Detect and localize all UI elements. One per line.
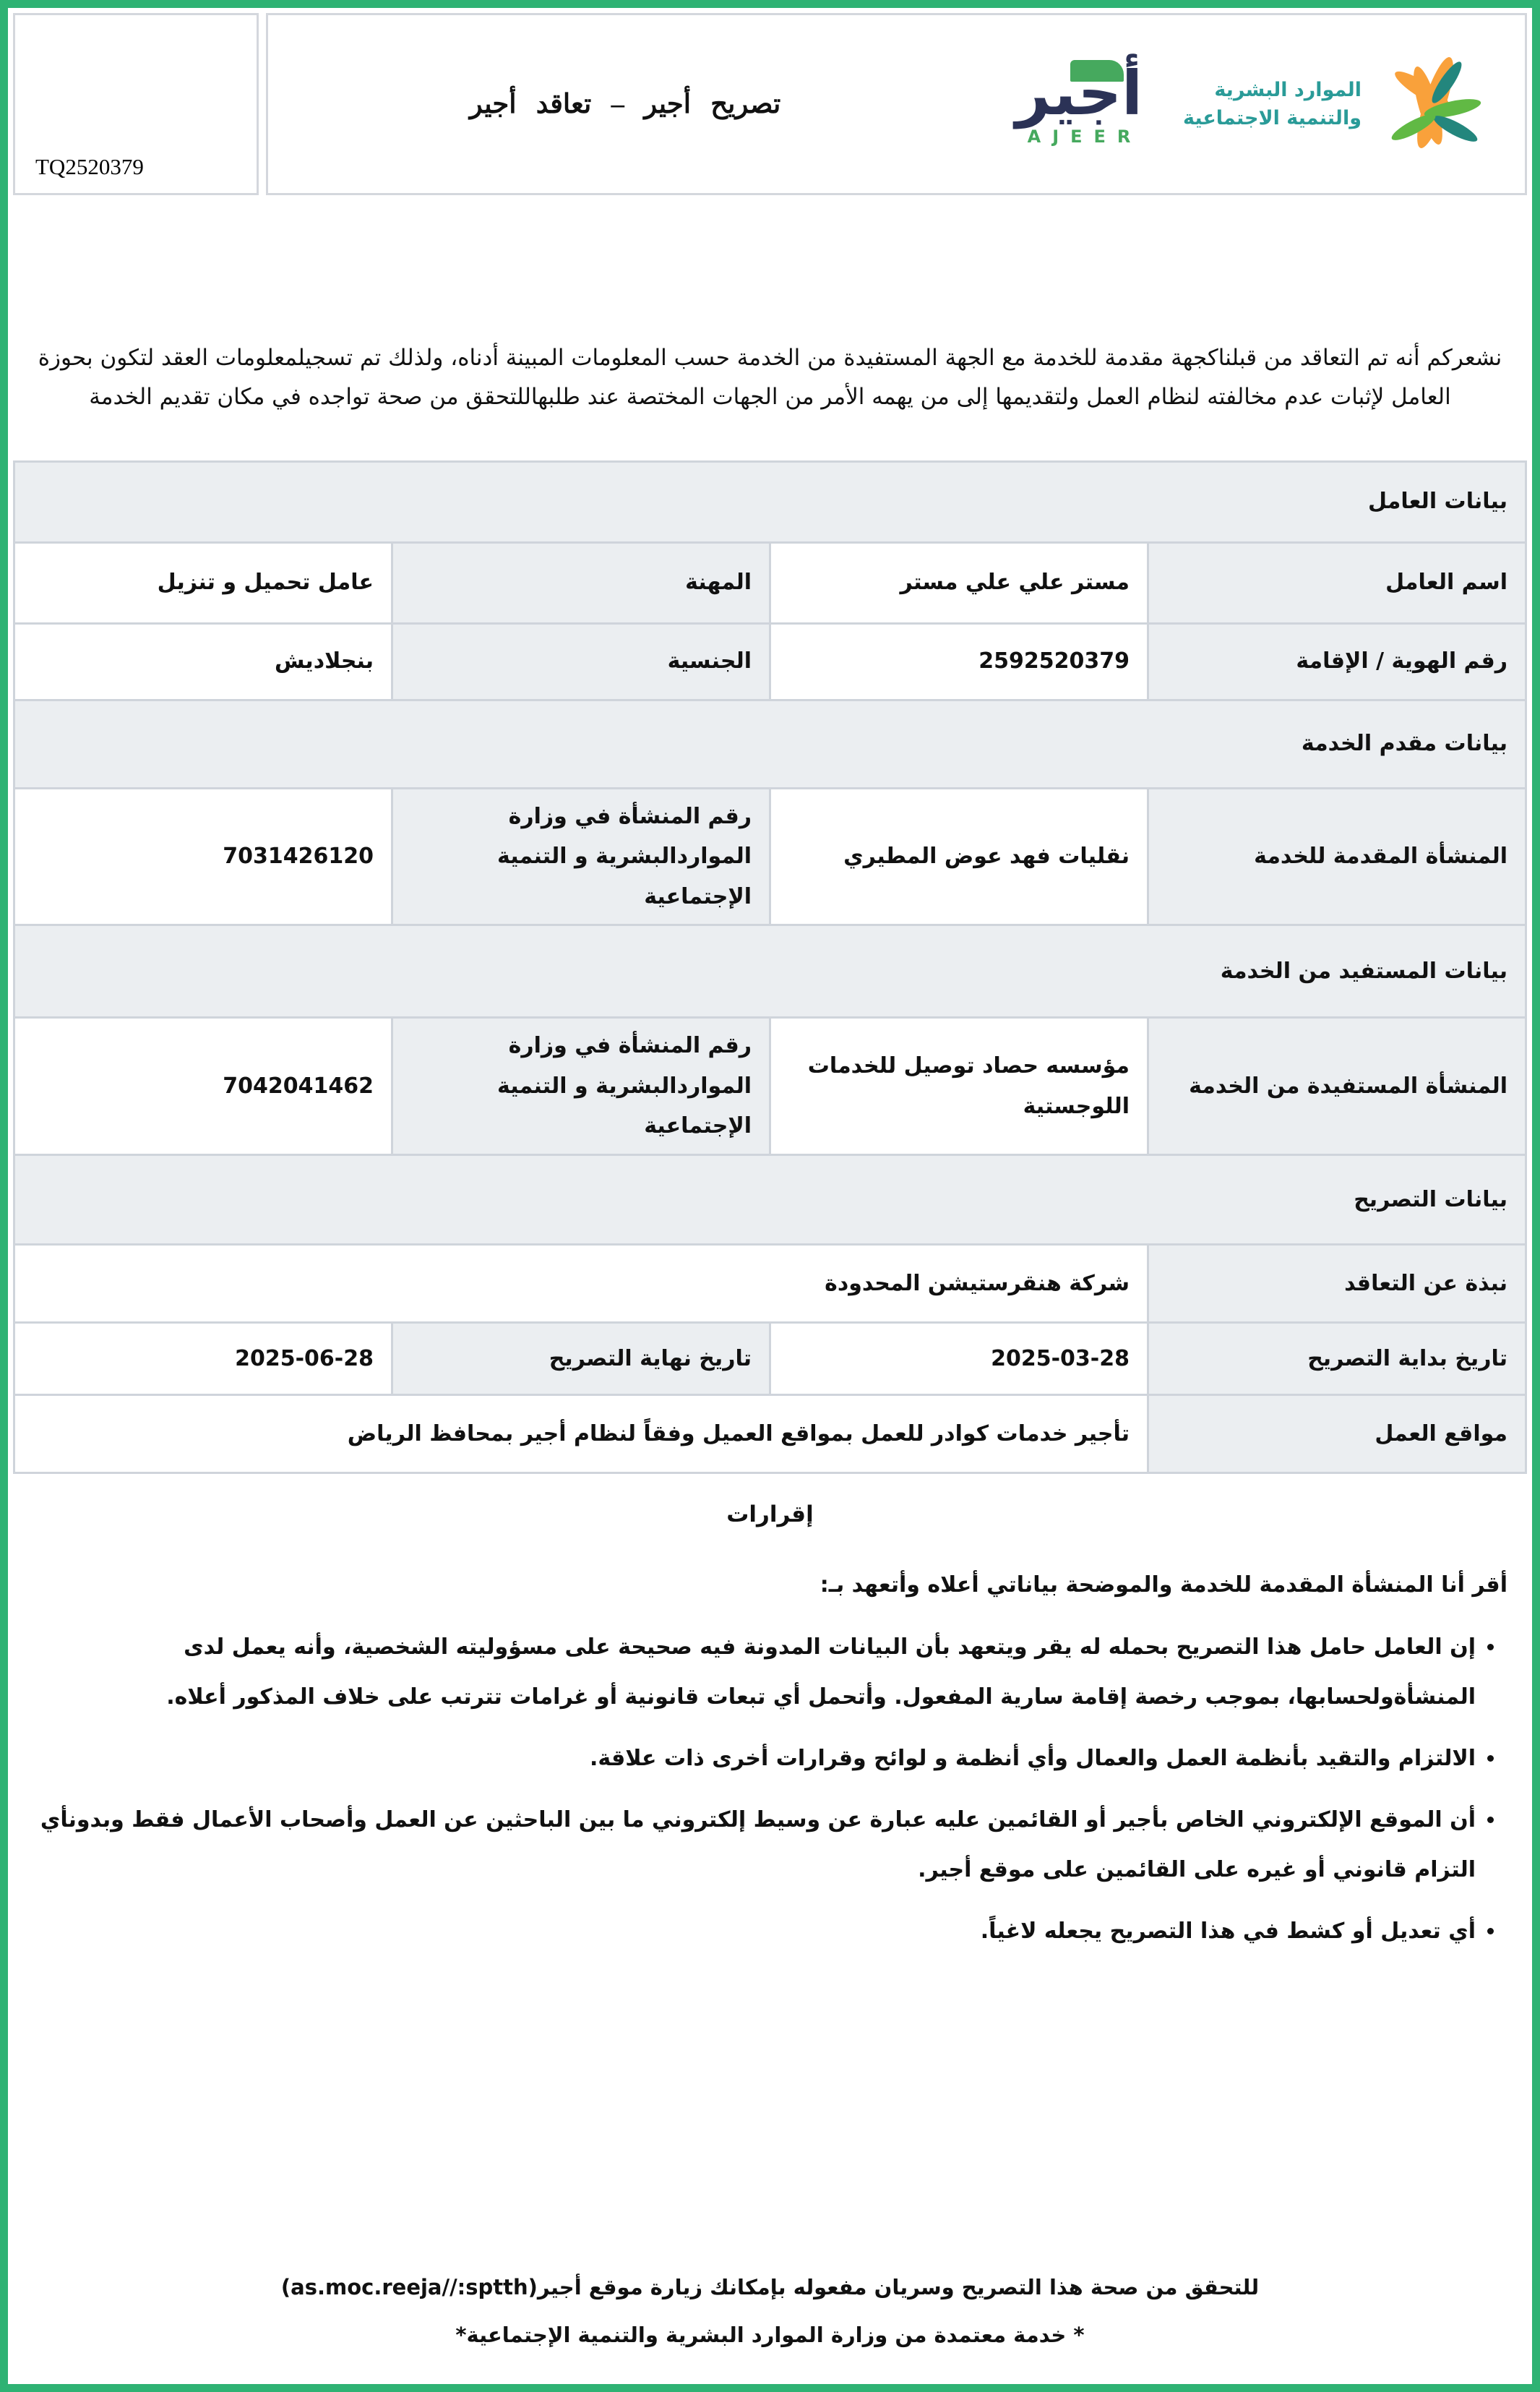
beneficiary-section-title: بيانات المستفيد من الخدمة [14,925,1526,1018]
start-date-value: 2025-03-28 [770,1323,1148,1395]
id-number-value: 2592520379 [770,623,1148,700]
table-row [14,623,1526,700]
declaration-item: • الالتزام والتقيد بأنظمة العمل والعمال وأي أنظمة و لوائح وقرارات أخرى ذات علاقة. [33,1733,1476,1783]
ministry-name-line1: الموارد البشرية [1214,78,1362,101]
beneficiary-mol-number-value: 7042041462 [14,1018,392,1155]
permit-code: TQ2520379 [35,154,144,179]
table-row [14,788,1526,925]
table-row [14,542,1526,623]
approved-service-line: * خدمة معتمدة من وزارة الموارد البشرية والتنمية الإجتماعية* [455,2323,1085,2348]
ajeer-logo [1015,57,1143,147]
beneficiary-name-label: المنشأة المستفيدة من الخدمة [1148,1018,1526,1155]
ministry-wordmark [1183,76,1362,132]
intro-paragraph: نشعركم أنه تم التعاقد من قبلناكجهة مقدمة للخدمة مع الجهة المستفيدة من الخدمة حسب المعلومات المبينة أدناه، ولذلك تم تسجيلمعلومات العقد لتكون بحوزة العامل لإثبات عدم مخالفته لنظام العمل ولتقديمها إلى من يهمه الأمر من الجهات المختصة عند طلبهاللتحقق من صحة تواجده في مكان تقديم الخدمة [38,345,1502,411]
verification-line: للتحقق من صحة هذا التصريح وسريان مفعوله بإمكانك زيارة موقع أجير(as.moc.reeja//:sptth) [280,2274,1260,2299]
beneficiary-name-value: مؤسسه حصاد توصيل للخدمات اللوجستية [770,1018,1148,1155]
document-footer [8,2263,1532,2359]
title-logo-box [266,13,1527,195]
work-locations-value: تأجير خدمات كوادر للعمل بمواقع العميل وفقاً لنظام أجير بمحافظ الرياض [14,1395,1148,1473]
table-row [14,1245,1526,1323]
worker-section-title: بيانات العامل [14,461,1526,542]
start-date-label: تاريخ بداية التصريح [1148,1323,1526,1395]
profession-label: المهنة [392,542,770,623]
end-date-label: تاريخ نهاية التصريح [392,1323,770,1395]
section-header-row-beneficiary [14,925,1526,1018]
contract-summary-value: شركة هنقرستيشن المحدودة [14,1245,1148,1323]
declarations-section [8,1474,1532,1968]
provider-section-title: بيانات مقدم الخدمة [14,700,1526,788]
provider-name-value: نقليات فهد عوض المطيري [770,788,1148,925]
section-header-row-worker [14,461,1526,542]
contract-summary-label: نبذة عن التعاقد [1148,1245,1526,1323]
declarations-intro: أقر أنا المنشأة المقدمة للخدمة والموضحة بياناتي أعلاه وأتعهد بـ: [820,1572,1507,1598]
provider-name-label: المنشأة المقدمة للخدمة [1148,788,1526,925]
table-row [14,1323,1526,1395]
worker-name-value: مستر علي علي مستر [770,542,1148,623]
ajeer-wordmark-arabic: أجير [1015,57,1143,129]
permit-code-box [13,13,259,195]
table-row [14,1395,1526,1473]
declaration-item: • أي تعديل أو كشط في هذا التصريح يجعله لاغياً. [33,1906,1476,1956]
permit-section-title: بيانات التصريح [14,1155,1526,1245]
document-header [13,13,1527,195]
worker-name-label: اسم العامل [1148,542,1526,623]
document-title: تصريح أجير – تعاقد أجير [469,90,781,119]
nationality-value: بنجلاديش [14,623,392,700]
ministry-logo [1183,39,1493,169]
permit-data-table [13,460,1527,1475]
profession-value: عامل تحميل و تنزيل [14,542,392,623]
provider-mol-number-value: 7031426120 [14,788,392,925]
declarations-list [33,1622,1507,1956]
declaration-item: • إن العامل حامل هذا التصريح بحمله له يقر ويتعهد بأن البيانات المدونة فيه صحيحة على مسؤوليته الشخصية، وأنه يعمل لدى المنشأةولحسابها، بموجب رخصة إقامة سارية المفعول. وأتحمل أي تبعات قانونية أو غرامات تترتب على خلاف المذكور أعلاه. [33,1622,1476,1722]
declarations-title: إقرارات [726,1501,814,1527]
logo-group [950,39,1493,169]
beneficiary-mol-number-label: رقم المنشأة في وزارة المواردالبشرية و التنمية الإجتماعية [392,1018,770,1155]
declaration-item: • أن الموقع الإلكتروني الخاص بأجير أو القائمين عليه عبارة عن وسيط إلكتروني ما بين الباحثين عن العمل وأصحاب الأعمال فقط وبدونأي التزام قانوني أو غيره على القائمين على موقع أجير. [33,1795,1476,1895]
ministry-name-line2: والتنمية الاجتماعية [1182,107,1362,129]
table-row [14,1018,1526,1155]
id-number-label: رقم الهوية / الإقامة [1148,623,1526,700]
work-locations-label: مواقع العمل [1148,1395,1526,1473]
section-header-row-provider [14,700,1526,788]
end-date-value: 2025-06-28 [14,1323,392,1395]
ministry-palm-emblem-icon [1372,39,1493,169]
nationality-label: الجنسية [392,623,770,700]
ajeer-wordmark-latin: AJEER [1027,127,1143,147]
provider-mol-number-label: رقم المنشأة في وزارة المواردالبشرية و التنمية الإجتماعية [392,788,770,925]
section-header-row-permit [14,1155,1526,1245]
